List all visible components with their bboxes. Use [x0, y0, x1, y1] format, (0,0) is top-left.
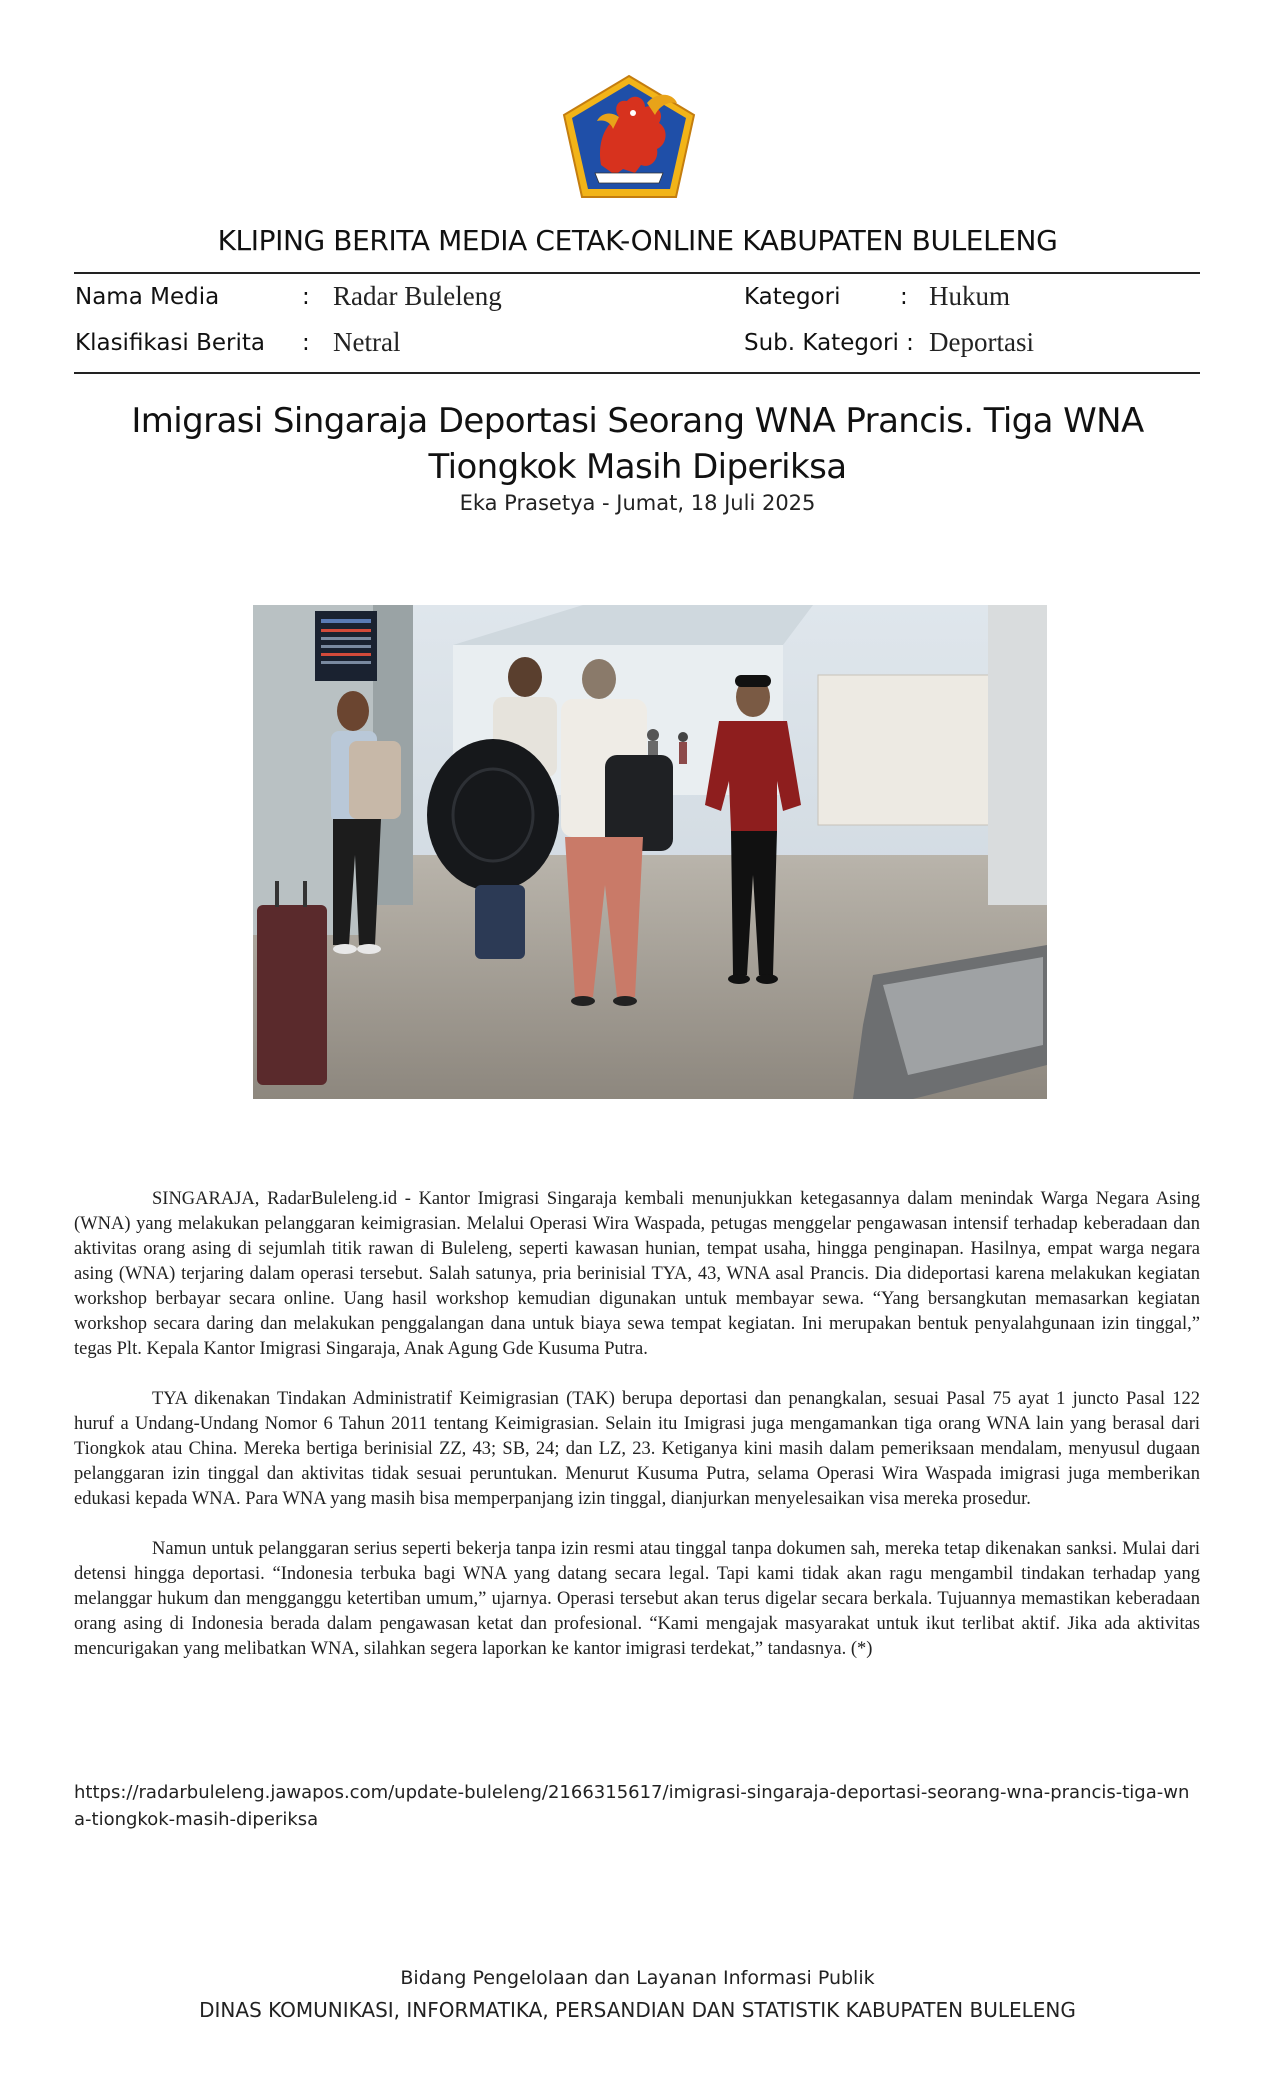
article-body — [74, 1187, 1200, 1687]
category-colon: : — [900, 284, 908, 310]
category-label: Kategori — [744, 284, 841, 310]
classification-label: Klasifikasi Berita — [75, 330, 266, 356]
article-paragraph: SINGARAJA, RadarBuleleng.id - Kantor Imigrasi Singaraja kembali menunjukkan ketegasannya dalam menindak Warga Negara Asing (WNA) yang melakukan pelanggaran keimigrasian. Melalui Operasi Wira Waspada, petugas menggelar pengawasan intensif terhadap keberadaan dan aktivitas orang asing di sejumlah titik rawan di Buleleng, seperti kawasan hunian, tempat usaha, hingga penginapan. Hasilnya, empat warga negara asing (WNA) terjaring dalam operasi tersebut. Salah satunya, pria berinisial TYA, 43, WNA asal Prancis. Dia dideportasi karena melakukan kegiatan workshop berbayar secara online. Uang hasil workshop kemudian digunakan untuk membayar sewa. “Yang bersangkutan memasarkan kegiatan workshop secara daring dan melakukan penggalangan dana untuk biaya sewa tempat kegiatan. Ini merupakan bentuk penyalahgunaan izin tinggal,” tegas Plt. Kepala Kantor Imigrasi Singaraja, Anak Agung Gde Kusuma Putra. — [74, 1189, 1200, 1359]
classification-value: Netral — [333, 327, 401, 357]
media-name-colon: : — [302, 284, 310, 310]
media-name-value: Radar Buleleng — [333, 281, 502, 311]
article-paragraph: TYA dikenakan Tindakan Administratif Keimigrasian (TAK) berupa deportasi dan penangkalan, sesuai Pasal 75 ayat 1 juncto Pasal 122 huruf a Undang-Undang Nomor 6 Tahun 2011 tentang Keimigrasian. Selain itu Imigrasi juga mengamankan tiga orang WNA lain yang berasal dari Tiongkok atau China. Mereka bertiga berinisial ZZ, 43; SB, 24; dan LZ, 23. Ketiganya kini masih dalam pemeriksaan mendalam, menyusul dugaan pelanggaran izin tinggal dan aktivitas tidak sesuai peruntukan. Menurut Kusuma Putra, selama Operasi Wira Waspada imigrasi juga memberikan edukasi kepada WNA. Para WNA yang masih bisa memperpanjang izin tinggal, dianjurkan menyelesaikan visa mereka prosedur. — [74, 1389, 1200, 1509]
footer-division: Bidang Pengelolaan dan Layanan Informasi Publik — [400, 1967, 875, 1989]
footer-agency: DINAS KOMUNIKASI, INFORMATIKA, PERSANDIAN DAN STATISTIK KABUPATEN BULELENG — [199, 1998, 1076, 2022]
header-divider-top — [74, 272, 1200, 274]
clipping-header-title: KLIPING BERITA MEDIA CETAK-ONLINE KABUPATEN BULELENG — [217, 224, 1058, 257]
media-name-label: Nama Media — [75, 284, 220, 310]
regency-logo — [561, 73, 697, 201]
classification-colon: : — [302, 330, 310, 356]
category-value: Hukum — [929, 281, 1010, 311]
header-divider-bottom — [74, 372, 1200, 374]
subcategory-label: Sub. Kategori : — [744, 330, 914, 356]
article-byline: Eka Prasetya - Jumat, 18 Juli 2025 — [459, 491, 816, 515]
article-photo — [253, 605, 1047, 1099]
regency-emblem-icon — [561, 73, 697, 201]
article-title: Imigrasi Singaraja Deportasi Seorang WNA Prancis. Tiga WNA Tiongkok Masih Diperiksa — [131, 401, 1144, 487]
article-paragraph: Namun untuk pelanggaran serius seperti bekerja tanpa izin resmi atau tinggal tanpa dokumen sah, mereka tetap dikenakan sanksi. Mulai dari detensi hingga deportasi. “Indonesia terbuka bagi WNA yang datang secara legal. Tapi kami tidak akan ragu mengambil tindakan terhadap yang melanggar hukum dan mengganggu ketertiban umum,” ujarnya. Operasi tersebut akan terus digelar secara berkala. Tujuannya memastikan keberadaan orang asing di Indonesia berada dalam pengawasan ketat dan profesional. “Kami mengajak masyarakat untuk ikut terlibat aktif. Jika ada aktivitas mencurigakan yang melibatkan WNA, silahkan segera laporkan ke kantor imigrasi terdekat,” tandasnya. (*) — [74, 1539, 1200, 1659]
subcategory-value: Deportasi — [929, 327, 1034, 357]
source-url-link[interactable]: https://radarbuleleng.jawapos.com/update-buleleng/2166315617/imigrasi-singaraja-deportasi-seorang-wna-prancis-tiga-wna-tiongkok-masih-diperiksa — [74, 1782, 1190, 1830]
